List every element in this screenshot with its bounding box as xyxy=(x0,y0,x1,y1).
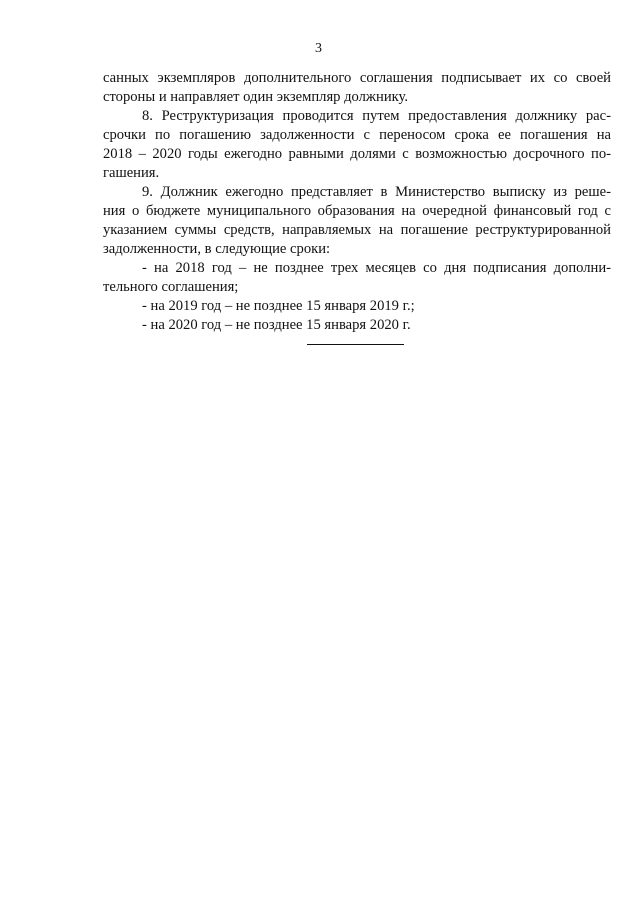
clause-9-line-1: 9. Должник ежегодно представляет в Министерство выписку из реше- xyxy=(142,184,611,200)
body-text-line-2: стороны и направляет один экземпляр должнику. xyxy=(103,89,408,105)
clause-8-line-2: срочки по погашению задолженности с переносом срока ее погашения на xyxy=(103,127,611,143)
deadline-2018-line-1: - на 2018 год – не позднее трех месяцев со дня подписания дополни- xyxy=(142,260,611,276)
clause-8-line-4: гашения. xyxy=(103,165,160,181)
body-text-line-1: санных экземпляров дополнительного соглашения подписывает их со своей xyxy=(103,70,611,86)
deadline-2019-line: - на 2019 год – не позднее 15 января 2019 г.; xyxy=(142,298,415,314)
deadline-2018-line-2: тельного соглашения; xyxy=(103,279,239,295)
end-divider-line xyxy=(307,344,404,345)
clause-9-line-3: указанием суммы средств, направляемых на погашение реструктурированной xyxy=(103,222,611,238)
clause-8-line-3: 2018 – 2020 годы ежегодно равными долями с возможностью досрочного по- xyxy=(103,146,611,162)
clause-8-line-1: 8. Реструктуризация проводится путем предоставления должнику рас- xyxy=(142,108,611,124)
deadline-2020-line: - на 2020 год – не позднее 15 января 2020 г. xyxy=(142,317,411,333)
clause-9-line-4: задолженности, в следующие сроки: xyxy=(103,241,331,257)
page-number: 3 xyxy=(315,41,322,56)
clause-9-line-2: ния о бюджете муниципального образования на очередной финансовый год с xyxy=(103,203,611,219)
